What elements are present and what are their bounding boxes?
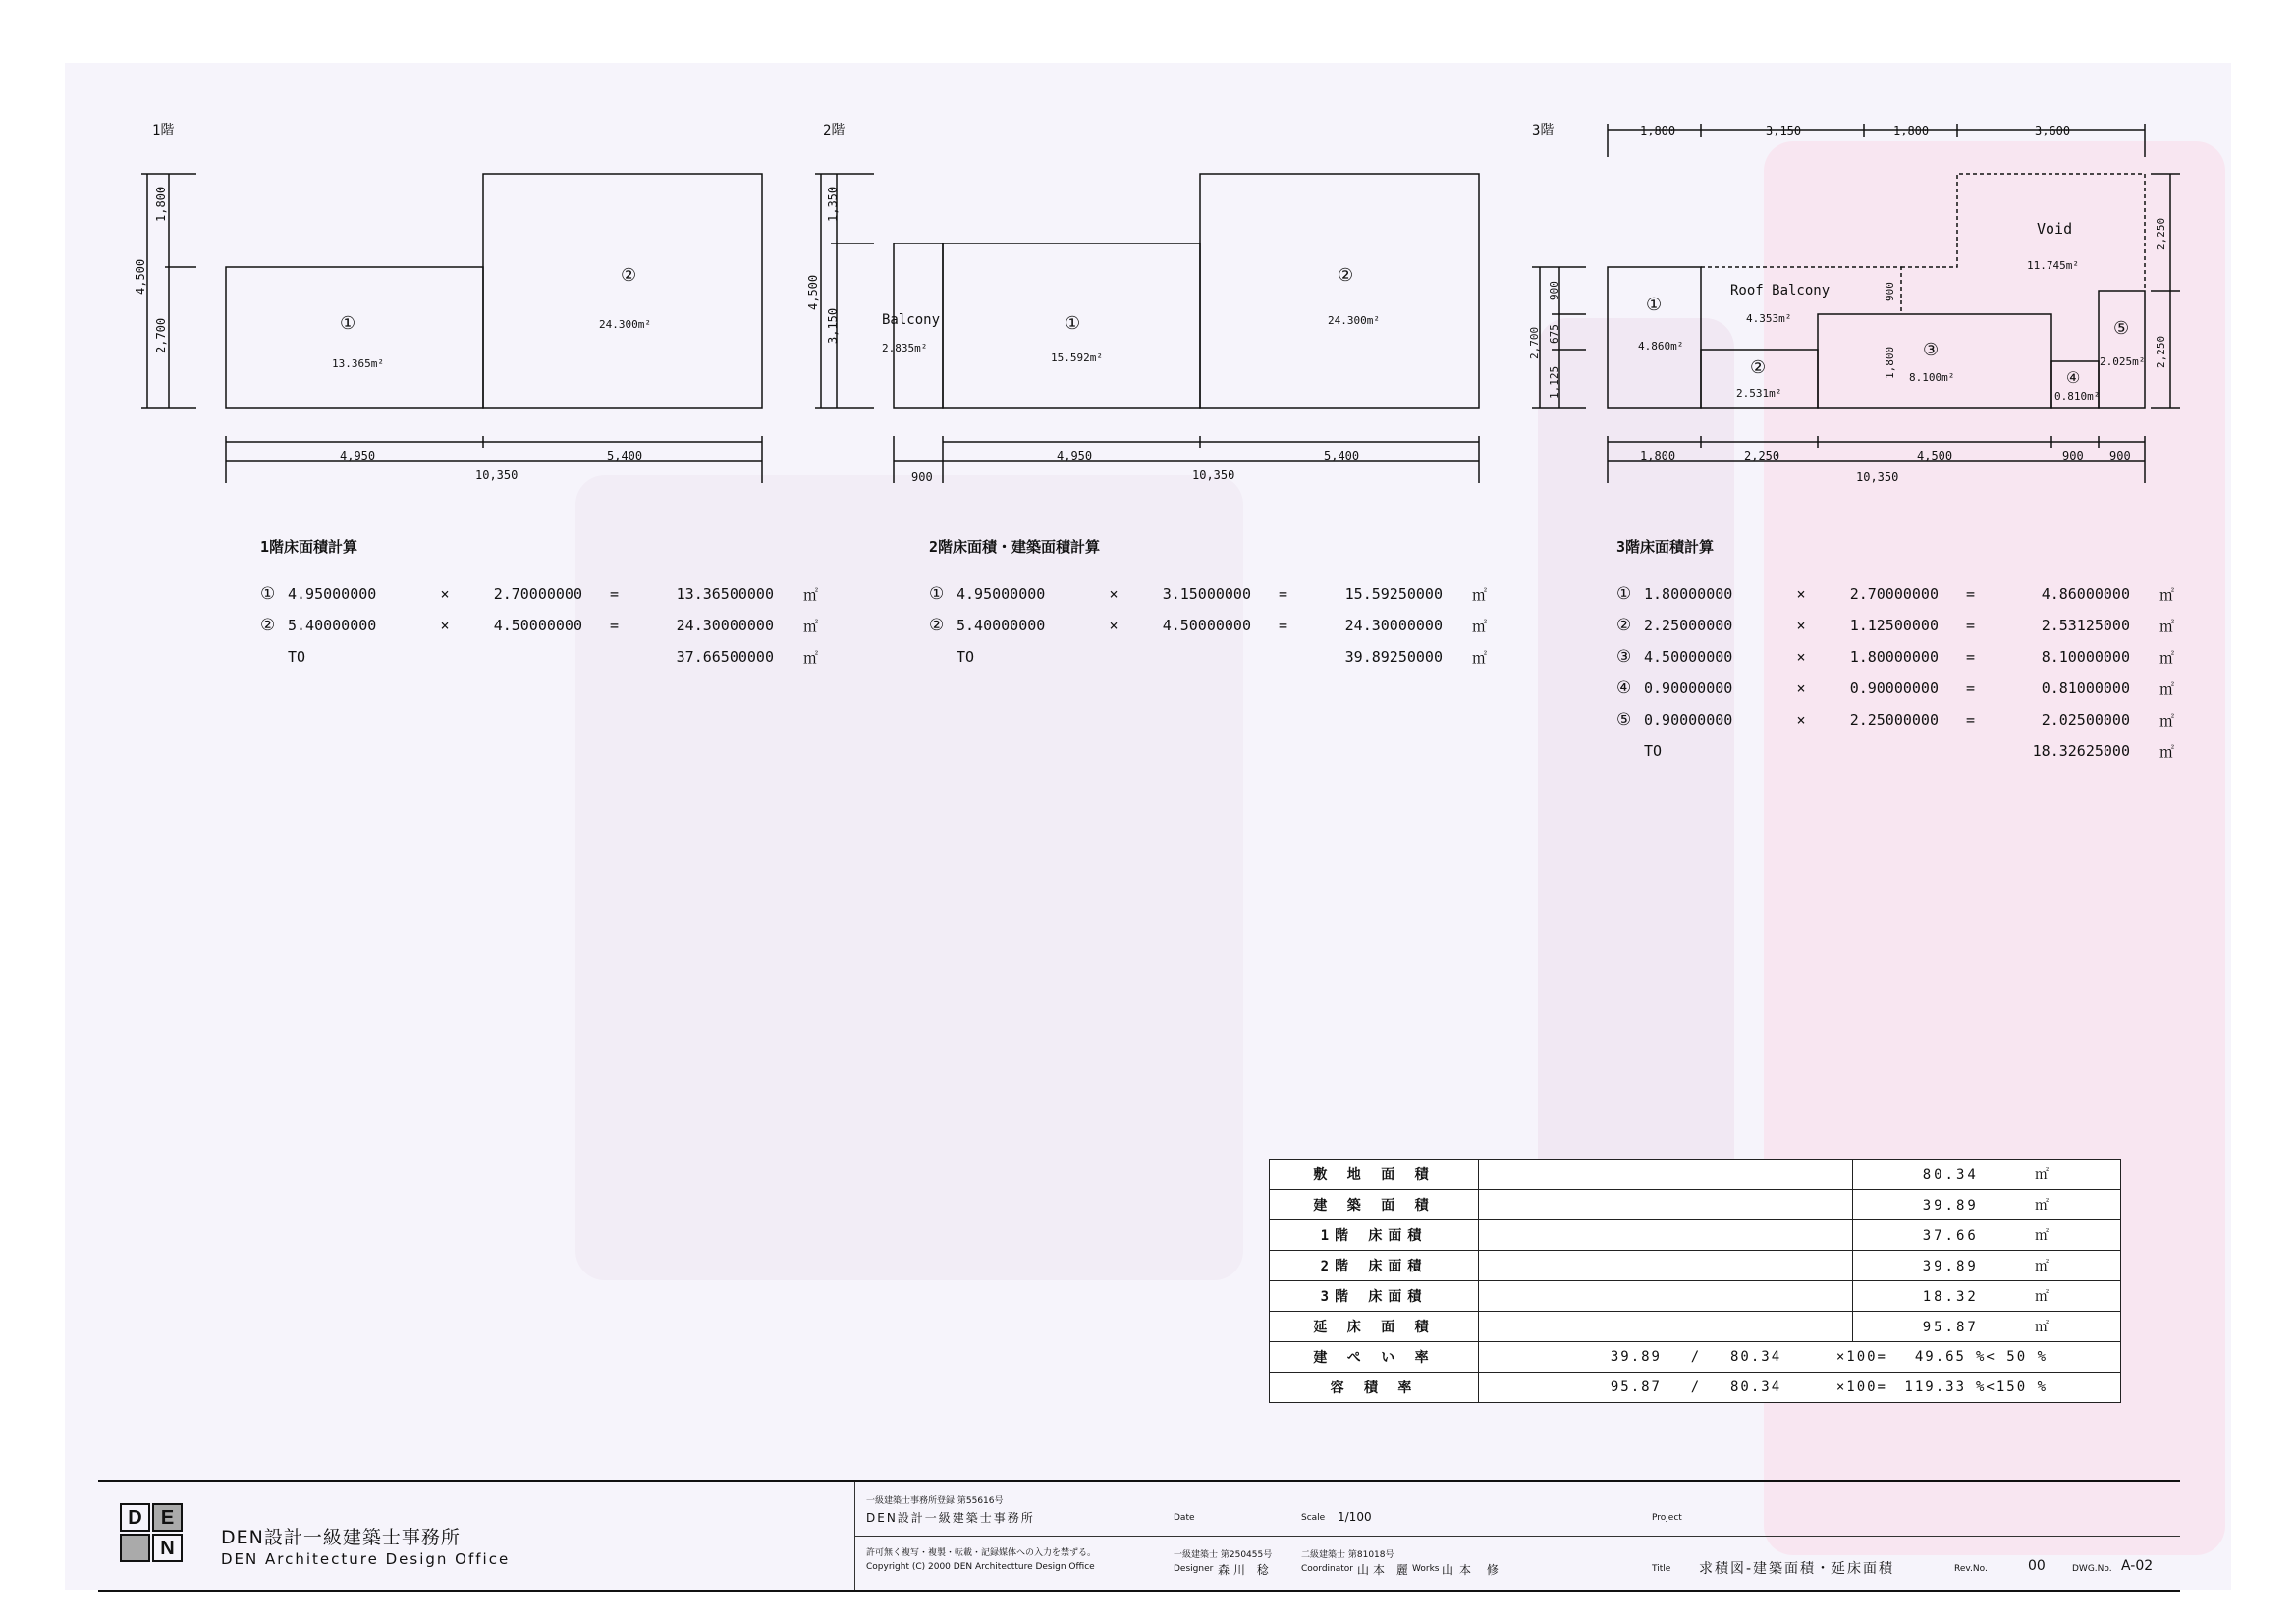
calc-total-row: TO 39.89250000 ㎡	[957, 648, 1487, 667]
calc-block-3f	[1616, 536, 2174, 767]
project-label: Project	[1652, 1513, 1682, 1523]
room-area: 24.300m²	[599, 318, 651, 331]
dim-left: 1,800	[154, 186, 168, 222]
room-number: ⑤	[2113, 318, 2130, 339]
dwg-label: DWG.No.	[2072, 1564, 2112, 1574]
coordinator-label: Coordinator	[1301, 1564, 1354, 1574]
coordinator-name: 山本 麗	[1357, 1563, 1412, 1577]
dim-right: 2,250	[2155, 217, 2167, 250]
floor-area-ratio-row: 容 積 率 95.87 / 80.34 ×100= 119.33 %<150 %	[1270, 1373, 2121, 1403]
room-number: ②	[1750, 357, 1767, 378]
calc-row: ① 1.80000000 × 2.70000000 = 4.86000000 ㎡	[1616, 584, 2174, 604]
balcony-area: 2.835m²	[882, 342, 928, 354]
dim-left: 1,350	[826, 186, 840, 222]
calc-title: 3階床面積計算	[1616, 538, 1715, 556]
scale-value: 1/100	[1338, 1510, 1372, 1524]
coverage-ratio-row: 建 ぺ い 率 39.89 / 80.34 ×100= 49.65 %< 50 %	[1270, 1342, 2121, 1373]
plan-3f-outline	[1532, 124, 2180, 483]
dim-top: 1,800	[1640, 124, 1676, 137]
registration-no: 一級建築士事務所登録 第55616号	[866, 1496, 1004, 1506]
dim-left: 1,125	[1548, 365, 1560, 399]
calc-row: ② 5.40000000 × 4.50000000 = 24.30000000 ㎡	[929, 616, 1487, 635]
table-row: 建 築 面 積 39.89 ㎡	[1270, 1190, 2121, 1220]
dim-inner: 900	[1884, 282, 1896, 301]
room-number: ①	[1065, 313, 1081, 334]
calc-row: ③ 4.50000000 × 1.80000000 = 8.10000000 ㎡	[1616, 647, 2174, 667]
dim-left: 675	[1548, 324, 1560, 344]
dim-left: 2,700	[154, 317, 168, 353]
dim-bottom: 1,800	[1640, 449, 1676, 462]
room-area: 4.860m²	[1638, 340, 1684, 352]
room-area: 24.300m²	[1328, 314, 1380, 327]
room-area: 13.365m²	[332, 357, 384, 370]
coordinator-reg: 二級建築士 第81018号	[1301, 1550, 1394, 1560]
plan-2f-outline	[815, 174, 1479, 483]
scale-label: Scale	[1301, 1513, 1326, 1523]
room-number: ②	[1338, 265, 1354, 286]
calc-title: 1階床面積計算	[260, 538, 358, 556]
dwg-value: A-02	[2121, 1558, 2154, 1574]
area-summary-table	[1269, 1159, 2121, 1403]
title-block	[98, 1480, 2180, 1592]
dim-bottom: 900	[911, 470, 933, 484]
designer-label: Designer	[1174, 1564, 1214, 1574]
table-row: 延 床 面 積 95.87 ㎡	[1270, 1312, 2121, 1342]
dim-top: 1,800	[1893, 124, 1930, 137]
calc-row: ① 4.95000000 × 3.15000000 = 15.59250000 ㎡	[929, 584, 1487, 604]
table-row: 1階 床面積 37.66 ㎡	[1270, 1220, 2121, 1251]
copyright: Copyright (C) 2000 DEN Architectture Design Office	[866, 1562, 1095, 1572]
dim-bottom: 900	[2062, 449, 2084, 462]
dim-left: 2,700	[1528, 326, 1541, 359]
room-area: 0.810m²	[2054, 390, 2101, 403]
calc-title: 2階床面積・建築面積計算	[929, 538, 1101, 556]
calc-total-row: TO 18.32625000 ㎡	[1644, 742, 2174, 761]
dim-bottom: 2,250	[1744, 449, 1780, 462]
calc-row: ① 4.95000000 × 2.70000000 = 13.36500000 ㎡	[260, 584, 818, 604]
dim-left: 4,500	[134, 258, 147, 295]
dim-top: 3,150	[1766, 124, 1802, 137]
designer-name: 森川 稔	[1218, 1563, 1273, 1577]
dim-bottom: 4,950	[1057, 449, 1093, 462]
dim-bottom: 4,500	[1917, 449, 1953, 462]
dim-bottom: 5,400	[1324, 449, 1360, 462]
plan-1f-outline	[141, 174, 762, 483]
drawing-title: 求積図-建築面積・延床面積	[1699, 1561, 1895, 1577]
designer-reg: 一級建築士 第250455号	[1174, 1550, 1273, 1560]
roof-balcony-label: Roof Balcony	[1730, 283, 1831, 298]
void-label: Void	[2037, 220, 2073, 238]
copy-notice: 許可無く複写・複製・転載・記録媒体への入力を禁ずる。	[866, 1548, 1097, 1558]
date-label: Date	[1174, 1513, 1195, 1523]
calc-block-1f	[260, 536, 818, 673]
dim-left: 900	[1548, 281, 1560, 300]
dim-left: 4,500	[806, 274, 820, 310]
calc-block-2f	[929, 536, 1487, 673]
rev-label: Rev.No.	[1954, 1564, 1988, 1574]
table-row: 敷 地 面 積 80.34 ㎡	[1270, 1160, 2121, 1190]
room-area: 2.025m²	[2100, 355, 2146, 368]
table-row: 3階 床面積 18.32 ㎡	[1270, 1281, 2121, 1312]
room-number: ①	[340, 313, 356, 334]
dim-total: 10,350	[475, 468, 519, 482]
floor-label-1f: 1階	[152, 123, 175, 138]
rev-value: 00	[2028, 1558, 2046, 1574]
floor-label-2f: 2階	[823, 123, 846, 138]
dim-total: 10,350	[1856, 470, 1899, 484]
title-label: Title	[1652, 1564, 1671, 1574]
floor-label-3f: 3階	[1532, 123, 1555, 138]
office-name-en: DEN Architecture Design Office	[221, 1550, 511, 1568]
calc-total-row: TO 37.66500000 ㎡	[288, 648, 818, 667]
dim-bottom: 4,950	[340, 449, 376, 462]
dim-top: 3,600	[2035, 124, 2071, 137]
calc-row: ⑤ 0.90000000 × 2.25000000 = 2.02500000 ㎡	[1616, 710, 2174, 730]
room-area: 8.100m²	[1909, 371, 1955, 384]
room-area: 2.531m²	[1736, 387, 1782, 400]
room-area: 15.592m²	[1051, 352, 1103, 364]
room-number: ③	[1923, 340, 1940, 360]
dim-bottom: 5,400	[607, 449, 643, 462]
works-label: Works	[1412, 1564, 1440, 1574]
calc-row: ② 2.25000000 × 1.12500000 = 2.53125000 ㎡	[1616, 616, 2174, 635]
roof-balcony-area: 4.353m²	[1746, 312, 1792, 325]
den-logo: D E N	[120, 1503, 189, 1566]
room-number: ①	[1646, 295, 1663, 315]
dim-total: 10,350	[1192, 468, 1235, 482]
dim-inner: 1,800	[1884, 346, 1896, 379]
balcony-label: Balcony	[882, 312, 941, 328]
table-row: 2階 床面積 39.89 ㎡	[1270, 1251, 2121, 1281]
calc-row: ② 5.40000000 × 4.50000000 = 24.30000000 ㎡	[260, 616, 818, 635]
dim-right: 2,250	[2155, 335, 2167, 368]
office-name-jp: DEN設計一級建築士事務所	[221, 1527, 461, 1548]
calc-row: ④ 0.90000000 × 0.90000000 = 0.81000000 ㎡	[1616, 678, 2174, 698]
office-name-small: DEN設計一級建築士事務所	[866, 1511, 1035, 1525]
dim-left: 3,150	[826, 307, 840, 344]
room-number: ②	[621, 265, 637, 286]
room-number: ④	[2066, 368, 2081, 387]
dim-bottom: 900	[2109, 449, 2131, 462]
void-area: 11.745m²	[2027, 259, 2079, 272]
works-name: 山本 修	[1442, 1563, 1504, 1577]
